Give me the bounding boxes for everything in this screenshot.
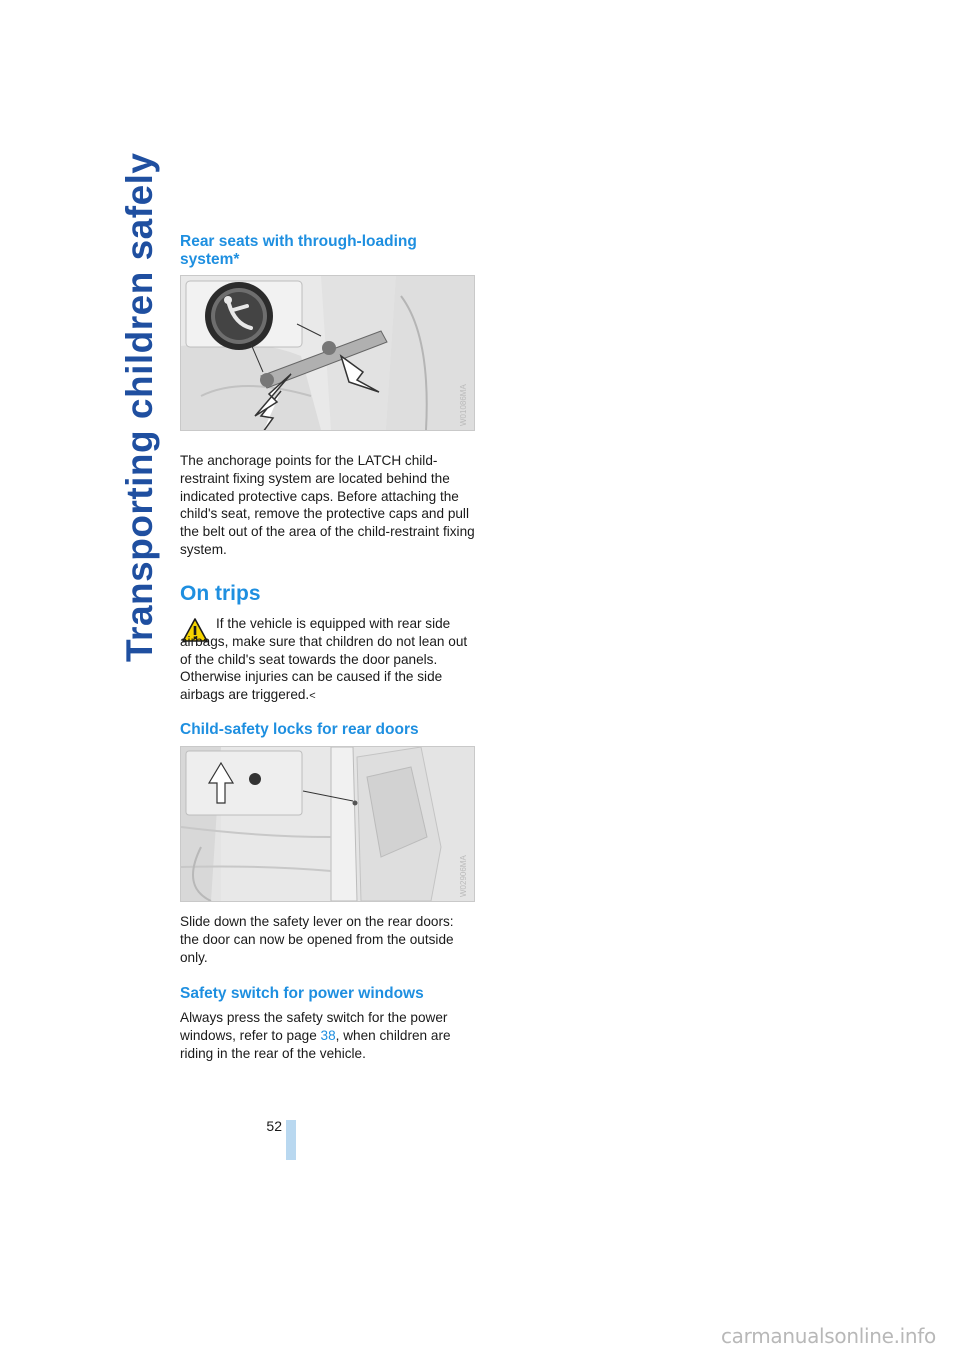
end-mark: < <box>309 690 316 703</box>
heading-safety-switch: Safety switch for power windows <box>180 985 424 1002</box>
rear-seats-body: The anchorage points for the LATCH child-restraint fixing system are located behind the indicated protective caps. Before attaching the child's seat, remove the protective caps and pull the belt out of the area of the child-restraint fixing system. <box>180 453 475 557</box>
heading-rear-seats: Rear seats with through-loading system* <box>180 233 417 268</box>
warning-text: If the vehicle is equipped with rear side airbags, make sure that children do not lean out of the child's seat towards the door panels. Otherwise injuries can be caused if the side airbags are triggered. <box>180 616 468 703</box>
safety-switch-text-1: Always press the safety switch for the power windows, refer to page <box>180 1010 448 1043</box>
heading-on-trips: On trips <box>180 582 261 605</box>
footer-watermark: carmanualsonline.info <box>720 1324 936 1348</box>
figure-code-1: W01086MA <box>459 384 468 426</box>
figure-child-lock <box>180 746 475 902</box>
chapter-title-text: Transporting children safely <box>119 152 160 662</box>
figure-latch-anchorage <box>180 275 475 431</box>
heading-child-locks: Child-safety locks for rear doors <box>180 721 419 738</box>
figure-code-2: W02906MA <box>459 855 468 897</box>
page-number: 52 <box>266 1118 282 1134</box>
on-trips-warning <box>180 615 475 706</box>
child-lock-illustration <box>181 747 474 901</box>
safety-switch-body <box>180 1009 475 1062</box>
safety-switch-text-2: , when children are riding in the rear of the vehicle. <box>180 1027 451 1061</box>
child-locks-body: Slide down the safety lever on the rear doors: the door can now be opened from the outside only. <box>180 914 454 965</box>
latch-anchorage-illustration <box>181 276 474 430</box>
page-reference-link[interactable]: 38 <box>320 1027 336 1043</box>
chapter-side-title <box>116 152 164 662</box>
page-marker-bar <box>286 1120 296 1160</box>
